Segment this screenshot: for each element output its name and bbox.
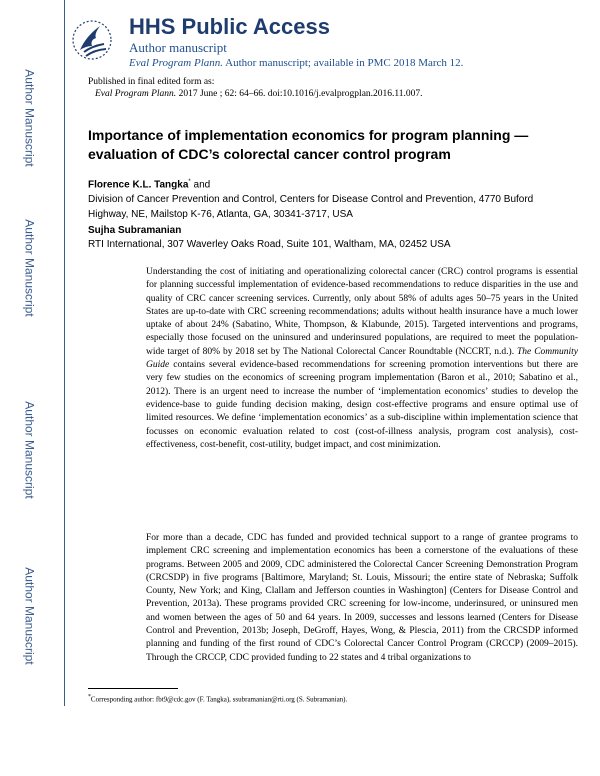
body-paragraph: Understanding the cost of initiating and operationalizing colorectal cancer (CRC) control programs is essential for planning successful implementation of evidence-based recommendations to reduce disparities in the use and quality of CRC cancer screening services. Currently, only about 58% of adults ages 50–75 years in the United States are up-to-date with CRC screening recommendations; adults without health insurance have a much lower uptake of about 24% (Sabatino, White, Thompson, & Klabunde, 2015). Targeted interventions and programs, especially those focused on the uninsured and underinsured populations, are required to meet the population-wide target of 80% by 2018 set by The National Colorectal Cancer Roundtable (NCCRT, n.d.). The Community Guide contains several evidence-based recommendations for screening promotion interventions but there are very few studies on the economics of screening program implementation (Baron et al., 2010; Sabatino et al., 2012). There is an urgent need to increase the number of ‘implementation economics’ studies to develop the evidence-base to guide funding decision making, design cost-effective programs and ensure optimal use of limited resources. We define ‘implementation economics’ as a sub-discipline within implementation science that focusses on economic evaluation related to cost (cost-of-illness analysis, program cost analysis), cost-effectiveness, cost-benefit, cost-utility, budget impact, and cost minimization. <box>146 267 578 450</box>
body-paragraph: For more than a decade, CDC has funded and provided technical support to a range of grantee programs to implement CRC screening and implementation economics has been a cornerstone of the evaluations of these programs. Between 2005 and 2009, CDC administered the Colorectal Cancer Screening Demonstration Program (CRCSDP) in five programs [Baltimore, Maryland; St. Louis, Missouri; the entire state of Nebraska; Suffolk County, New York; and King, Clallam and Jefferson counties in Washington] (Centers for Disease Control and Prevention, 2013a). These programs provided CRC screening for low-income, underinsured, or uninsured men and women between the ages of 50 and 64 years. In 2009, successes and lessons learned (Centers for Disease Control and Prevention, 2013b; Joseph, DeGroff, Hayes, Wong, & Plescia, 2011) from the CRCSDP informed planning and funding of the first round of CDC’s Colorectal Cancer Control Program (CRCCP) (2009–2015). Through the CRCCP, CDC provided funding to 22 states and 4 tribal organizations to <box>146 533 578 663</box>
author-affiliation: Division of Cancer Prevention and Control, Centers for Disease Control and Prevention, 4770 Buford Highway, NE, Mailstop K-76, Atlanta, GA, 30341-3717, USA <box>88 194 534 220</box>
sidebar-label: Author Manuscript <box>23 219 38 317</box>
author-name: Florence K.L. Tangka* and <box>88 179 211 191</box>
citation-details: 2017 June ; 62: 64–66. doi:10.1016/j.evalprogplan.2016.11.007. <box>176 89 423 99</box>
journal-abbrev: Eval Program Plann. <box>129 57 223 69</box>
community-guide-italic: The Community Guide <box>146 346 578 371</box>
sidebar-divider <box>64 0 65 706</box>
author-name: Sujha Subramanian <box>88 225 182 236</box>
sidebar-label: Author Manuscript <box>23 401 38 499</box>
citation <box>95 89 423 99</box>
published-label: Published in final edited form as: <box>88 77 215 87</box>
article-title: Importance of implementation economics for program planning —evaluation of CDC’s colorectal cancer control program <box>88 127 529 162</box>
sidebar-label: Author Manuscript <box>23 69 38 167</box>
availability-line <box>129 57 463 69</box>
hhs-eagle-logo-icon <box>72 16 112 64</box>
hhs-public-access-title: HHS Public Access <box>129 14 330 39</box>
author-affiliation: RTI International, 307 Waverley Oaks Road, Suite 101, Waltham, MA, 02452 USA <box>88 239 451 250</box>
footnote-divider <box>88 688 178 689</box>
citation-journal: Eval Program Plann. <box>95 89 177 99</box>
footnote: *Corresponding author: fbt9@cdc.gov (F. Tangka), ssubramanian@rti.org (S. Subramanian). <box>88 694 348 704</box>
availability-text: Author manuscript; available in PMC 2018 March 12. <box>223 57 464 69</box>
author-manuscript-label: Author manuscript <box>129 40 227 55</box>
sidebar-label: Author Manuscript <box>23 567 38 665</box>
